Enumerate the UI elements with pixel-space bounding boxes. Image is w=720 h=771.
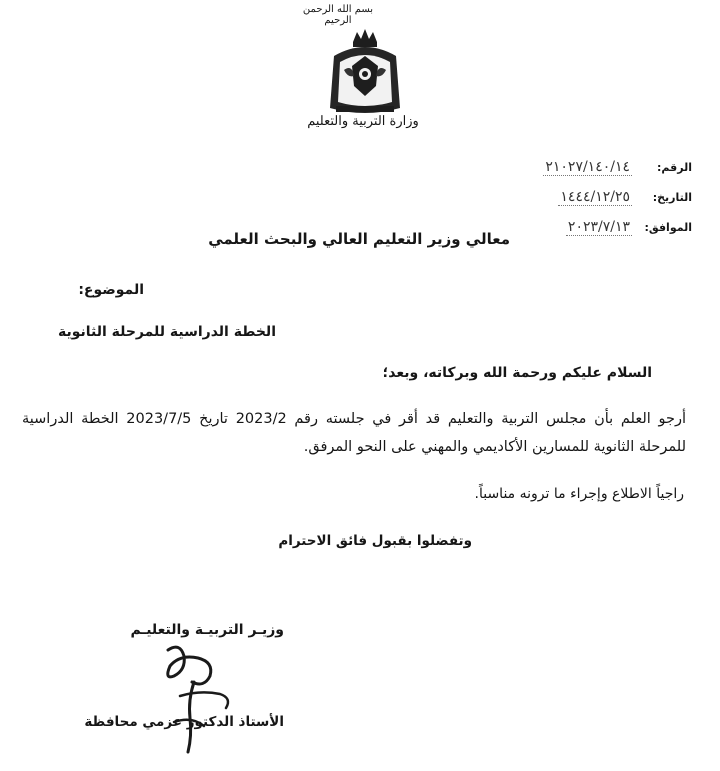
reference-date-row	[472, 182, 692, 212]
letterhead-royal-text: بسم الله الرحمن الرحيم	[302, 4, 374, 26]
addressee: معالي وزير التعليم العالي والبحث العلمي	[208, 230, 510, 248]
request-line: راجياً الاطلاع وإجراء ما ترونه مناسباً.	[474, 486, 684, 502]
letterhead-ministry-name: وزارة التربية والتعليم	[307, 114, 419, 129]
signatory-name: الأستاذ الدكتور عزمي محافظة	[84, 714, 284, 730]
body-paragraph: أرجو العلم بأن مجلس التربية والتعليم قد أقر في جلسته رقم 2023/2 تاريخ 2023/7/5 الخطة الدراسية للمرحلة الثانوية للمسارين الأكاديمي والمهني على النحو المرفق.	[22, 411, 686, 455]
greeting: السلام عليكم ورحمة الله وبركاته، وبعد؛	[382, 365, 652, 381]
reference-number-value: ٢١٠٢٧/١٤٠/١٤	[545, 158, 630, 175]
reference-date-label: التاريخ:	[652, 190, 692, 204]
reference-block	[472, 152, 692, 242]
subject-label: الموضوع:	[78, 282, 144, 298]
reference-number-row	[472, 152, 692, 182]
reference-corresponding-value: ٢٠٢٣/٧/١٣	[567, 218, 630, 235]
reference-number-label: الرقم:	[657, 160, 692, 174]
reference-date-value: ١٤٤٤/١٢/٢٥	[560, 188, 630, 205]
reference-corresponding-label: الموافق:	[644, 220, 692, 234]
signatory-title: وزيـر التربيـة والتعليـم	[130, 622, 284, 638]
subject-text: الخطة الدراسية للمرحلة الثانوية	[57, 324, 276, 340]
royal-crest-icon	[326, 26, 404, 116]
closing-line: وتفضلوا بقبول فائق الاحترام	[278, 533, 472, 549]
handwritten-signature-icon	[140, 636, 250, 756]
